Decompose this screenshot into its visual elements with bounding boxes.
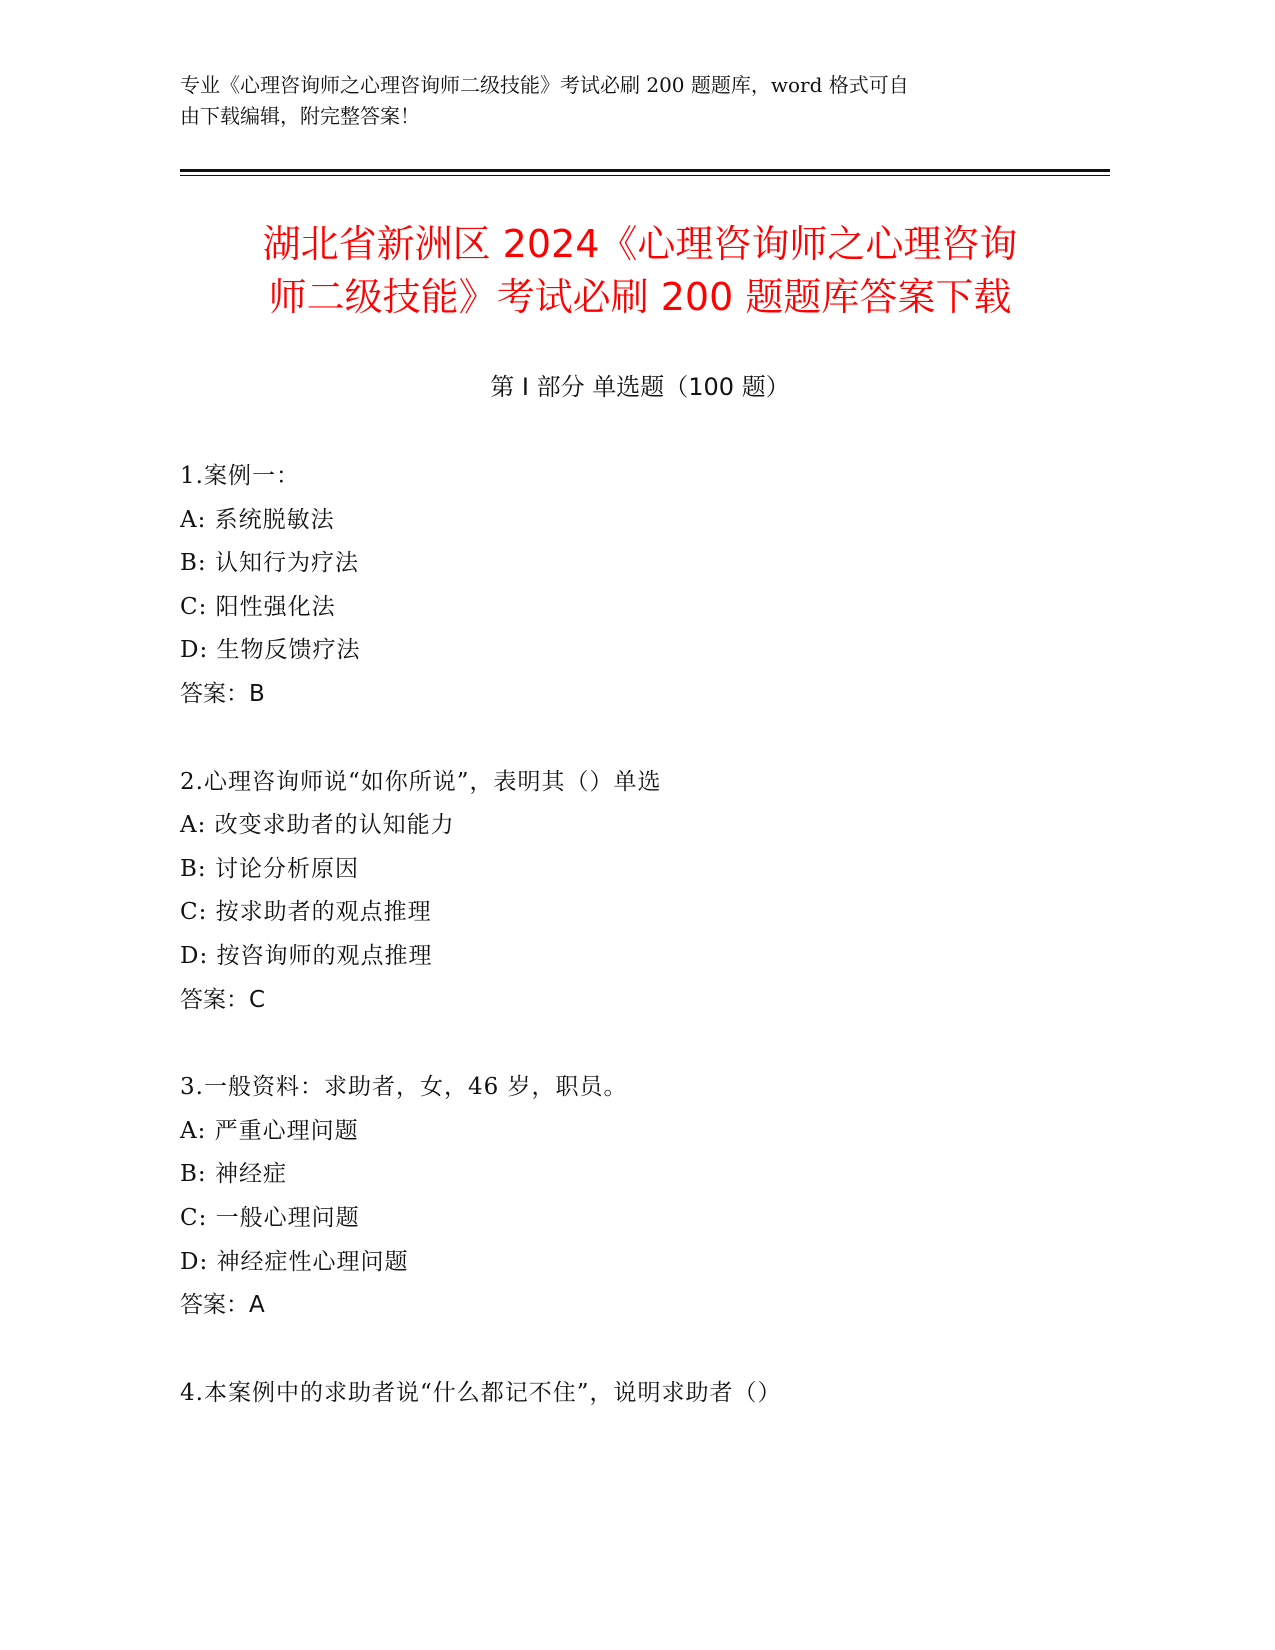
option-c: C: 阳性强化法	[180, 593, 336, 620]
answer: 答案：C	[180, 986, 266, 1013]
option-d: D: 生物反馈疗法	[180, 637, 361, 664]
option-a: A: 改变求助者的认知能力	[180, 812, 455, 839]
option-a: A: 系统脱敏法	[180, 506, 335, 533]
question-stem: 3.一般资料：求助者，女，46 岁，职员。	[180, 1074, 628, 1101]
document-title-line-1: 湖北省新洲区 2024《心理咨询师之心理咨询	[262, 222, 1018, 266]
question-4	[180, 1372, 1110, 1416]
option-d: D: 神经症性心理问题	[180, 1248, 409, 1275]
option-b: B: 认知行为疗法	[180, 550, 359, 577]
question-stem: 4.本案例中的求助者说“什么都记不住”，说明求助者（）	[180, 1379, 782, 1406]
header-rule-thin	[180, 175, 1110, 176]
question-1	[180, 455, 1110, 717]
document-title	[140, 218, 1140, 324]
header-note-line-2: 由下载编辑，附完整答案！	[180, 104, 420, 128]
header-rule-thick	[180, 169, 1110, 172]
option-a: A: 严重心理问题	[180, 1117, 359, 1144]
document-title-line-2: 师二级技能》考试必刷 200 题题库答案下载	[268, 275, 1012, 319]
question-2	[180, 761, 1110, 1023]
answer: 答案：A	[180, 1292, 265, 1319]
option-c: C: 一般心理问题	[180, 1204, 360, 1231]
question-stem: 2.心理咨询师说“如你所说”，表明其（）单选	[180, 768, 662, 795]
option-b: B: 神经症	[180, 1161, 287, 1188]
option-d: D: 按咨询师的观点推理	[180, 942, 433, 969]
section-title: 第 I 部分 单选题（100 题）	[490, 373, 790, 401]
option-c: C: 按求助者的观点推理	[180, 899, 432, 926]
question-stem: 1.案例一：	[180, 463, 300, 489]
question-3	[180, 1066, 1110, 1328]
header-note	[180, 70, 1050, 132]
answer: 答案：B	[180, 680, 265, 707]
question-list	[180, 455, 1110, 1459]
header-note-line-1: 专业《心理咨询师之心理咨询师二级技能》考试必刷 200 题题库，word 格式可自	[180, 73, 909, 97]
option-b: B: 讨论分析原因	[180, 855, 359, 882]
